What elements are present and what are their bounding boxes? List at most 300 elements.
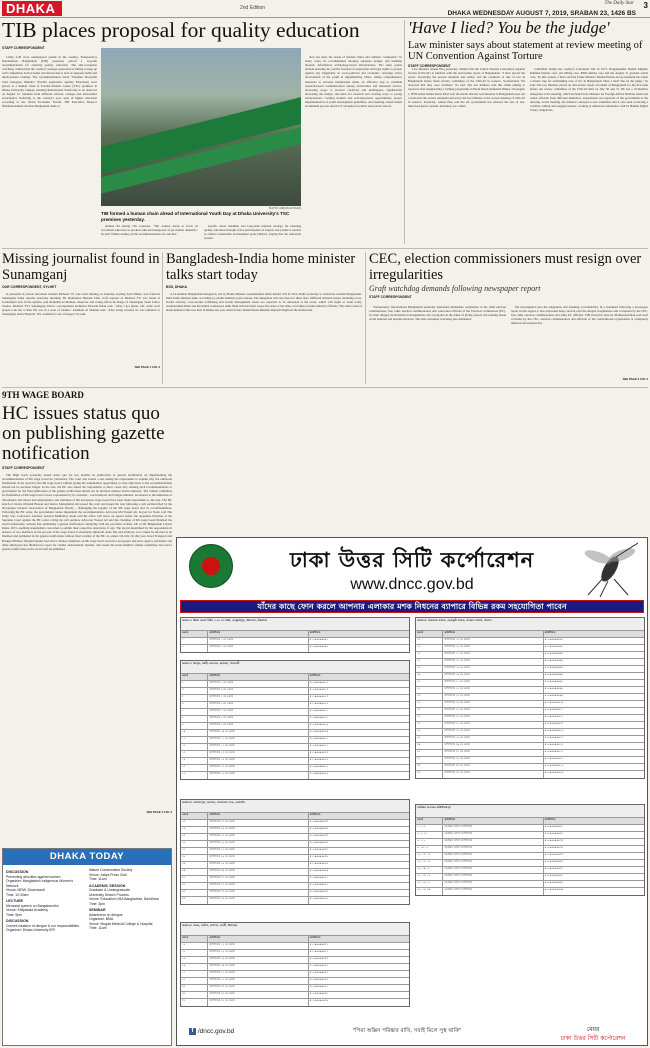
table-row: [416, 680, 644, 687]
councillor-name: কাউন্সিলর ৩০ নং ওয়ার্ড: [443, 743, 543, 749]
byline: STAFF CORRESPONDENT: [369, 295, 412, 299]
zone-description: অঞ্চল-৪: বাড্ডা, ভাটারা, গুলশান, বনানী, খিলক্ষেত: [181, 923, 409, 936]
col-name-header: কাউন্সিলর: [443, 818, 543, 824]
councillor-name: কাউন্সিলর ১৫ নং ওয়ার্ড: [208, 765, 308, 771]
table-row: [416, 722, 644, 729]
ward-number: ৩২: [181, 883, 208, 889]
councillor-name: কাউন্সিলর ১৮ নং ওয়ার্ড: [208, 950, 308, 956]
ward-table: [180, 617, 410, 653]
col-ward-header: ওয়ার্ড: [181, 674, 208, 680]
phone-number: ০১৭০০০০০০৩৩: [309, 820, 329, 823]
table-row: [181, 737, 409, 744]
councillor-name: কাউন্সিলর ১৬ নং ওয়ার্ড: [443, 645, 543, 651]
phone-number: ০১৮০০০০০০১২: [544, 715, 564, 718]
table-row: [181, 943, 409, 950]
story-law-minister: [408, 20, 648, 248]
councillor-name: সংরক্ষিত মহিলা কাউন্সিলর: [443, 846, 543, 852]
body-col-1: Transparency International Bangladesh yesterday demanded immediate resignation of the chief election commissioner, four other election commissioners and concerned officials of the Election Commission (EC), for their alleged involvement in irregularities and corruption in the name of giving speech and training ahead of the national and upazila elections. The anti-corruption watchdog also demanded: [369, 305, 506, 322]
body: The High Court yesterday issued status quo for two months on publication of gazette notification on implementing the recommendations of 9th wage board for journalists. The court also issued a rule asking the respondents to explain why the unilateral finalisation of the award by the 9th wage board without giving the stakeholders opportunity to raise objections to the recommendations should not be declared illegal. In the rule, the HC also asked the respondents to show cause why sending such recommendations to government for the final publication of the gazette notification should not be declared without lawful authority. The cabinet committee for finalisation of 9th wage board award, represented by its convener - road transport and bridges minister, secretaries to the ministries of information and labour and employment, and chairman of 9th newspaper wage board have been made respondents to the rule. The HC bench of Justice Obaidul Hassan and Justice Mohammad Ali passed the order and issued the rule following a writ petition filed by the Newspaper Owners' Association of Bangladesh (Noab) - challenging the legality of the 9th wage board and its recommendation. Following the HC order, the government cannot implement the recommendation, Advocate Md Yousuf Ali, lawyer for Noab, told The Daily Star. Contacted, Attorney General Mahbubey Alam said his office will move an appeal before the Appellate Division of the Supreme Court against the HC order. Citing the writ petition, Advocate Yousuf Ali said the chairman of 9th wage board finalised the award unilaterally, without first publishing a gazette notification complying with the provision of Rule 12b of the Bangladesh Labour Rules, 2015, enabling stakeholders concerned to submit their respective objections, if any. The award determined by the respondents in absence of two members in the process of the wage board is absolutely unilateral, mala fide and arbitrary, so it cannot be allowed to be finalised and published in the gazette notification without final scrutiny of the HC, he added. On July 29, this year, Road Transport and Bridges Minister Obaidul Quader had said a cabinet committee on 9th wage board award for newspaper and news agency journalists and other employees has finalised its report for cabinet endorsement. Quader, who heads the seven-member cabinet committee, had said a gazette notification on the award will be published: [2, 473, 172, 551]
councillor-name: কাউন্সিলর ৭ নং ওয়ার্ড: [208, 709, 308, 715]
ward-number: ৩১: [181, 876, 208, 882]
councillor-name: কাউন্সিলর ২৫ নং ওয়ার্ড: [443, 708, 543, 714]
col-name-header: কাউন্সিলর: [443, 631, 543, 637]
phone-number: ০১৭০০০০০০৫৯: [309, 999, 329, 1002]
table-row: [181, 848, 409, 855]
councillor-name: কাউন্সিলর ৫ নং ওয়ার্ড: [208, 695, 308, 701]
table-row: [181, 978, 409, 985]
phone-number: ০১৮০০০০০০২০: [544, 771, 564, 774]
phone-number: ০১৮০০০০০০১৪: [544, 729, 564, 732]
subhead: Graft watchdog demands following newspaper report: [369, 284, 541, 293]
ward-number: ১, ২, ৩: [416, 825, 443, 831]
event-detail: Time: 11am: [89, 926, 107, 930]
event-type: ACADEMIC SESSION: [89, 883, 126, 888]
table-row: [181, 709, 409, 716]
councillor-name: কাউন্সিলর ৩৪ নং ওয়ার্ড: [443, 771, 543, 778]
event-detail: Venue: Mugda Medical College & Hospital: [89, 921, 153, 926]
phone-number: ০১৮০০০০০০০৫: [544, 666, 564, 669]
col-phone-header: কাউন্সিলর: [309, 813, 321, 816]
headline: Bangladesh-India home minister talks start today: [166, 251, 356, 283]
table-row: [181, 883, 409, 890]
ward-number: ২: [181, 681, 208, 687]
phone-number: ০১৭০০০০০০১২: [309, 681, 329, 684]
ward-number: ৩৬: [181, 992, 208, 998]
table-row: [416, 743, 644, 750]
phone-number: ০১৭০০০০০০২১: [309, 737, 329, 740]
story-tib: [2, 20, 402, 248]
phone-number: ০১৮০০০০০০৩৮: [544, 874, 564, 877]
phone-number: ০১৭০০০০০০২৫: [309, 765, 329, 768]
phone-number: ০১৭০০০০০০৩৫: [309, 834, 329, 837]
event-detail: Venue: Shilpakala Academy: [6, 908, 49, 912]
councillor-name: কাউন্সিলর ১৭ নং ওয়ার্ড: [443, 652, 543, 658]
ward-number: ২৯: [181, 862, 208, 868]
table-row: [416, 736, 644, 743]
body-col-4: specific short, medium, and long-term national strategy for ensuring quality education through active participation of experts and youths is needed to achieve sustainable development goals (SDGs). Saying that the education system: [204, 224, 301, 241]
phone-number: ০১৭০০০০০০২৩: [309, 751, 329, 754]
table-header-row: [416, 818, 644, 825]
headline: Missing journalist found in Sunamganj: [2, 251, 160, 283]
ward-number: ৪, ৫, ১৫: [416, 832, 443, 838]
table-row: [416, 874, 644, 881]
ward-number: ২২: [181, 978, 208, 984]
story-home-minister-talks: [166, 252, 362, 386]
ward-number: ২৫: [181, 834, 208, 840]
table-row: [416, 888, 644, 895]
event-type: DISCUSSION: [6, 870, 29, 874]
councillor-name: কাউন্সিলর ১৫ নং ওয়ার্ড: [443, 638, 543, 644]
table-row: [181, 869, 409, 876]
facebook-handle: /dncc.gov.bd: [197, 1028, 235, 1036]
councillor-name: কাউন্সিলর ১৪ নং ওয়ার্ড: [208, 758, 308, 764]
column-rule: [404, 20, 405, 244]
zone-description: অঞ্চল-১: উত্তরা মডেল টাউন ১-১৪ নং সেক্টর, আব্দুল্লাহপুর, দক্ষিণখান, উত্তরখান: [181, 618, 409, 631]
ward-number: ২৮: [416, 729, 443, 735]
councillor-name: কাউন্সিলর ৩২ নং ওয়ার্ড: [208, 883, 308, 889]
photo-credit: PHOTO: AMRAN HOSSAIN: [268, 207, 301, 210]
ward-number: ২৮: [181, 855, 208, 861]
mayor-organisation: ঢাকা উত্তর সিটি কর্পোরেশন: [560, 1035, 626, 1042]
phone-number: ০১৭০০০০০০৩৯: [309, 862, 329, 865]
table-row: [181, 688, 409, 695]
event-detail: Memorial speech on Bangabandhu: [6, 903, 59, 908]
councillor-name: সংরক্ষিত মহিলা কাউন্সিলর: [443, 881, 543, 887]
phone-number: ০১৮০০০০০০০১: [544, 638, 564, 641]
ward-number: ৩৩: [416, 764, 443, 770]
mosquito-icon: [578, 541, 642, 597]
ward-number: ১৫: [416, 638, 443, 644]
councillor-name: কাউন্সিলর ৯ নং ওয়ার্ড: [208, 723, 308, 729]
section-rule: [2, 248, 648, 249]
event-detail: Nature Conservation Society: [89, 868, 133, 872]
phone-number: ০১৮০০০০০০০২: [544, 645, 564, 648]
ward-number: ৭: [181, 709, 208, 715]
ward-number: ১৭: [181, 943, 208, 949]
column-rule: [162, 252, 163, 384]
phone-number: ০১৭০০০০০০৪১: [309, 876, 329, 879]
zone-description: অঞ্চল-৩: মোহাম্মদপুর, আদাবর, শেরেবাংলা নগর, তেজগাঁও: [181, 800, 409, 813]
zone-description: সংরক্ষিত আসনের কাউন্সিলরবৃন্দ: [416, 805, 644, 818]
table-row: [181, 985, 409, 992]
phone-number: ০১৭০০০০০০৫৭: [309, 985, 329, 988]
councillor-name: কাউন্সিলর ১০ নং ওয়ার্ড: [208, 730, 308, 736]
table-header-row: [181, 674, 409, 681]
table-row: [181, 841, 409, 848]
councillor-name: কাউন্সিলর ২৭ নং ওয়ার্ড: [443, 722, 543, 728]
phone-number: ০১৮০০০০০০১৬: [544, 743, 564, 746]
col-ward-header: ওয়ার্ড: [181, 631, 208, 637]
councillor-name: সংরক্ষিত মহিলা কাউন্সিলর: [443, 888, 543, 895]
councillor-name: কাউন্সিলর ১৩ নং ওয়ার্ড: [208, 751, 308, 757]
councillor-name: কাউন্সিলর ২৪ নং ওয়ার্ড: [208, 827, 308, 833]
dhaka-today-title: DHAKA TODAY: [3, 849, 171, 865]
table-row: [181, 772, 409, 779]
table-row: [181, 862, 409, 869]
phone-number: ০১৭০০০০০০২৪: [309, 758, 329, 761]
headline: HC issues status quo on publishing gazette notification: [2, 403, 165, 464]
phone-number: ০১৮০০০০০০০৭: [544, 680, 564, 683]
event-detail: Organiser: Dhaka University IER: [6, 928, 55, 932]
phone-number: ০১৭০০০০০০৫৪: [309, 964, 329, 967]
table-row: [181, 964, 409, 971]
event-detail: Time: 5pm: [6, 912, 22, 917]
table-row: [416, 708, 644, 715]
story-missing-journalist: [2, 252, 160, 386]
ward-number: ১৮: [181, 950, 208, 956]
page-number: 3: [643, 1, 648, 10]
phone-number: ০১৭০০০০০০৪৪: [309, 897, 329, 900]
col-ward-header: ওয়ার্ড: [181, 813, 208, 819]
table-row: [181, 751, 409, 758]
phone-number: ০১৮০০০০০০১৯: [544, 764, 564, 767]
facebook-link[interactable]: [189, 1028, 234, 1035]
body: A journalist of private television channel Mohona TV, who went missing on Saturday evening from Dhaka, was found in Sunamganj Sadar upazila yesterday morning. He mentioned Hussain Jahir, staff reporter of Mohona TV, was found at Gobindapur area in the upazila, said Abdullah Al Mamun, inspector and acting officer-in-charge of Sunamganj Sadar Police Station. Mohona TV's Sunamganj district correspondent Kohinoor Hossain Khan said: "After I got phone call, some local people took me to him. He was in a state of trauma." Abdullah Al Mamun said, "After being rescued, he was admitted to Sunamganj Sadar Hospital. The condition is out of danger," he said.: [2, 292, 160, 317]
councillor-name: সংরক্ষিত মহিলা কাউন্সিলর: [443, 839, 543, 845]
table-row: [416, 645, 644, 652]
table-row: [416, 881, 644, 888]
phone-number: ০১৮০০০০০০১০: [544, 701, 564, 704]
body-col-2: committed during the country's Liberation War in 1971, Bangabandhu Sheikh Mujibur Rahman murder case, jail killing case, BDR mutiny case and the August 21 grenade attack case. "In this context, I have said the Prime Minister Sheikh Hasina-led government has taken a drastic step for establishing rule of law in Bangladesh. Have I lied? You be the judge," he said. The law minister placed an anti-torture report on behalf of Bangladesh for the first time before the review committee of the UNCAT held on July 30 and 31. He led a 19-member delegation at the meeting, which included State Minister for Foreign Affairs Shahriar Alam and senior officials from different ministries, departments and agencies of the government at the meeting. At the meeting, the minister conveyed to the committee that it can count on having a credible, willing and engaged partner, working at enhanced compliance with its Human Rights Treaty obligations.: [530, 67, 648, 112]
event-detail: Organiser: BMA: [89, 917, 114, 921]
councillor-name: কাউন্সিলর ৩৪ নং ওয়ার্ড: [208, 897, 308, 904]
phone-number: ০১৮০০০০০০০৩: [544, 652, 564, 655]
byline: STAFF CORRESPONDENT: [2, 45, 45, 50]
councillor-name: সংরক্ষিত মহিলা কাউন্সিলর: [443, 874, 543, 880]
ward-number: ১৯: [181, 957, 208, 963]
col-phone-header: কাউন্সিলর: [309, 936, 321, 939]
table-row: [416, 750, 644, 757]
councillor-name: কাউন্সিলর ২৮ নং ওয়ার্ড: [443, 729, 543, 735]
councillor-name: কাউন্সিলর ৩১ নং ওয়ার্ড: [208, 876, 308, 882]
col-phone-header: কাউন্সিলর: [309, 674, 321, 677]
table-row: [416, 860, 644, 867]
ward-number: ২: [181, 645, 208, 652]
table-row: [181, 765, 409, 772]
body-col-2: does not meet the needs of modern times and remains "outmoded." In many cases, he recommended allotting adequate budget, and building modern, information technology-based infrastructure. The other points include ensuring the youth's freedom of expression and legal rights to protest against any irregularity in socio-political and economic, ensuring active involvement of the youth in implementing SDGs, taking comprehensive measures to increase institutional skills, an effective step to establish research-based communication among universities and industrial sectors, increasing scope to practice creativity and intelligence, significantly increasing the budget allocation for research and creating ways to young entrepreneurs, creating modern and self-expression opportunities, proper implementation of youth development guidelines, and ensuring a merit-based recruitment process devoid of corruption in public and private sectors.: [305, 55, 402, 109]
headline: 'Have I lied? You be the judge': [408, 18, 610, 37]
councillor-name: কাউন্সিলর ২৩ নং ওয়ার্ড: [208, 820, 308, 826]
col-phone-header: কাউন্সিলর: [544, 631, 556, 634]
phone-number: ০১৮০০০০০০৩৯: [544, 881, 564, 884]
ward-number: ১৩: [181, 751, 208, 757]
table-row: [416, 867, 644, 874]
table-header-row: [181, 813, 409, 820]
phone-number: ০১৭০০০০০০৫৫: [309, 971, 329, 974]
councillor-name: কাউন্সিলর ২১ নং ওয়ার্ড: [443, 680, 543, 686]
councillor-name: কাউন্সিলর ২৪ নং ওয়ার্ড: [443, 701, 543, 707]
phone-number: ০১৭০০০০০০৫৬: [309, 978, 329, 981]
councillor-name: কাউন্সিলর ৩৬ নং ওয়ার্ড: [208, 992, 308, 998]
table-row: [416, 771, 644, 778]
councillor-name: সংরক্ষিত মহিলা কাউন্সিলর: [443, 860, 543, 866]
ward-number: ৫: [181, 695, 208, 701]
event-detail: Time: 3pm: [89, 901, 105, 906]
phone-number: ০১৭০০০০০০৩৭: [309, 848, 329, 851]
phone-number: ০১৭০০০০০০৩৪: [309, 827, 329, 830]
phone-number: ০১৮০০০০০০০৪: [544, 659, 564, 662]
table-row: [181, 950, 409, 957]
ward-number: ১৫: [181, 765, 208, 771]
councillor-name: কাউন্সিলর ২৬ নং ওয়ার্ড: [208, 841, 308, 847]
event-detail: University Search Process: [89, 892, 129, 897]
councillor-name: কাউন্সিলর ৩৩ নং ওয়ার্ড: [208, 890, 308, 896]
event-detail: Time: 10:30am: [6, 892, 29, 897]
phone-number: ০১৮০০০০০০১৫: [544, 736, 564, 739]
byline: BSS, DHAKA: [166, 285, 188, 289]
body-col-2: fair investigation into the allegations and ensuring accountability. In a statement following a newspaper report in this regard, it also expressed deep concern over the alleged irregularities and corruption by the CEC, four other election commissioners and other EC officials. TIB executive director Iftekharuzzaman said such activities by the CEC, election commissioners and officials of the constitutional organisation is completely immoral and unexpected.: [511, 305, 648, 326]
event-detail: Organiser: Bangladesh Indigenous Women's Network: [6, 879, 74, 888]
ad-footer: [177, 1023, 647, 1045]
ward-number: ১৮: [416, 659, 443, 665]
phone-number: ০১৮০০০০০০১৮: [544, 757, 564, 760]
col-name-header: কাউন্সিলর: [208, 813, 308, 819]
ward-number: ২৯: [416, 736, 443, 742]
phone-number: ০১৭০০০০০০৩৬: [309, 841, 329, 844]
brand-name: The Daily Star: [604, 1, 634, 6]
kicker: 9TH WAGE BOARD: [2, 390, 84, 400]
table-row: [181, 992, 409, 999]
phone-number: ০১৭০০০০০০২২: [309, 744, 329, 747]
councillor-name: কাউন্সিলর ২ নং ওয়ার্ড: [208, 645, 308, 652]
phone-number: ০১৮০০০০০০৩১: [544, 825, 564, 828]
table-row: [416, 701, 644, 708]
table-row: [416, 764, 644, 771]
ward-number: ৩৪: [416, 771, 443, 778]
table-row: [181, 695, 409, 702]
phone-number: ০১৭০০০০০০১৩: [309, 688, 329, 691]
councillor-name: কাউন্সিলর ৬ নং ওয়ার্ড: [208, 702, 308, 708]
event-type: SEMINAR: [89, 908, 106, 912]
councillor-name: সংরক্ষিত মহিলা কাউন্সিলর: [443, 825, 543, 831]
phone-number: ০১৭০০০০০০০২: [309, 645, 329, 648]
table-row: [181, 716, 409, 723]
col-name-header: কাউন্সিলর: [208, 936, 308, 942]
ward-number: ১৪: [181, 758, 208, 764]
ward-number: ২৭: [181, 848, 208, 854]
phone-number: ০১৮০০০০০০৩৩: [544, 839, 564, 842]
councillor-name: কাউন্সিলর ৩৩ নং ওয়ার্ড: [443, 764, 543, 770]
table-row: [416, 832, 644, 839]
table-header-row: [416, 631, 644, 638]
councillor-name: কাউন্সিলর ২৭ নং ওয়ার্ড: [208, 848, 308, 854]
event-detail: Venue: MRW, Dhanmondi: [6, 888, 45, 892]
col-phone-header: কাউন্সিলর: [309, 631, 321, 634]
byline: STAFF CORRESPONDENT: [2, 466, 45, 470]
table-row: [416, 846, 644, 853]
councillor-name: কাউন্সিলর ১৮ নং ওয়ার্ড: [443, 659, 543, 665]
councillor-name: কাউন্সিলর ১৯ নং ওয়ার্ড: [443, 666, 543, 672]
table-row: [416, 757, 644, 764]
story-wage-board: [2, 391, 172, 843]
table-row: [181, 971, 409, 978]
column-rule: [365, 252, 366, 384]
table-header-row: [181, 936, 409, 943]
table-row: [181, 999, 409, 1006]
councillor-name: কাউন্সিলর ২৬ নং ওয়ার্ড: [443, 715, 543, 721]
councillor-name: কাউন্সিলর ২১ নং ওয়ার্ড: [208, 971, 308, 977]
section-rule: [2, 387, 648, 388]
ward-number: ১২: [181, 744, 208, 750]
councillor-name: কাউন্সিলর ২৮ নং ওয়ার্ড: [208, 855, 308, 861]
councillor-name: কাউন্সিলর ১৭ নং ওয়ার্ড: [208, 943, 308, 949]
headline: TIB places proposal for quality education: [2, 18, 360, 42]
table-row: [181, 730, 409, 737]
table-row: [181, 855, 409, 862]
table-row: [181, 876, 409, 883]
councillor-name: কাউন্সিলর ৩৭ নং ওয়ার্ড: [208, 999, 308, 1006]
phone-number: ০১৮০০০০০০৩৬: [544, 860, 564, 863]
event-type: LECTURE: [6, 899, 23, 903]
ward-number: ৩৪: [181, 897, 208, 904]
subhead: Law minister says about statement at review meeting of UN Convention Against Torture: [408, 39, 643, 62]
col-name-header: কাউন্সিলর: [208, 631, 308, 637]
councillor-name: কাউন্সিলর ২২ নং ওয়ার্ড: [208, 978, 308, 984]
event-type: DISCUSSION: [6, 919, 29, 923]
ward-number: ৩০: [416, 743, 443, 749]
ward-number: ১৯: [416, 666, 443, 672]
table-row: [416, 666, 644, 673]
ward-number: ৯, ১০, ১১: [416, 846, 443, 852]
ward-table: [415, 804, 645, 896]
table-row: [416, 825, 644, 832]
ward-number: ২৫: [416, 708, 443, 714]
phone-number: ০১৭০০০০০০৫২: [309, 950, 329, 953]
ward-number: ১৬, ১৭, ১৮: [416, 860, 443, 866]
ward-number: ৬: [181, 702, 208, 708]
councillor-name: সংরক্ষিত মহিলা কাউন্সিলর: [443, 853, 543, 859]
table-row: [416, 853, 644, 860]
table-row: [181, 890, 409, 897]
phone-number: ০১৭০০০০০০১৮: [309, 716, 329, 719]
councillor-name: কাউন্সিলর ৩২ নং ওয়ার্ড: [443, 757, 543, 763]
ad-strip: যাঁদের কাছে ফোন করলে আপনার এলাকার মশক নিধনের ব্যাপারে বিভিন্ন রকম সহযোগিতা পাবেন: [180, 600, 644, 613]
phone-number: ০১৮০০০০০০১১: [544, 708, 564, 711]
ward-number: ২৬: [181, 841, 208, 847]
phone-number: ০১৮০০০০০০০৯: [544, 694, 564, 697]
table-row: [181, 681, 409, 688]
photo-caption: TIB formed a human chain ahead of International Youth Day at Dhaka University's TSC premises yesterday.: [101, 211, 290, 222]
table-row: [181, 645, 409, 652]
councillor-name: কাউন্সিলর ১২ নং ওয়ার্ড: [208, 744, 308, 750]
event-detail: Venue: Education USA Bangladesh, Baridhara: [89, 897, 159, 901]
ward-number: ২৩: [416, 694, 443, 700]
table-row: [416, 715, 644, 722]
dateline: DHAKA WEDNESDAY AUGUST 7, 2019, SRABAN 23, 1426 BS: [447, 10, 636, 17]
ad-url: www.dncc.gov.bd: [350, 576, 474, 593]
ward-number: ২১: [416, 680, 443, 686]
ward-number: ৩৭: [181, 999, 208, 1006]
ward-number: ১৬: [416, 645, 443, 651]
table-row: [416, 729, 644, 736]
ward-table: [180, 922, 410, 1007]
councillor-name: কাউন্সিলর ১১ নং ওয়ার্ড: [208, 737, 308, 743]
dhaka-today-left: [6, 868, 85, 933]
councillor-name: কাউন্সিলর ১৬ নং ওয়ার্ড: [208, 772, 308, 779]
councillor-name: কাউন্সিলর ৩৫ নং ওয়ার্ড: [208, 985, 308, 991]
col-phone-header: কাউন্সিলর: [544, 818, 556, 821]
ward-number: ১: [181, 638, 208, 644]
ward-number: ২৮, ২৯, ৩০: [416, 888, 443, 895]
table-header-row: [181, 631, 409, 638]
jump-line: SEE PAGE 4 COL 3: [134, 365, 160, 369]
table-row: [181, 744, 409, 751]
councillor-name: কাউন্সিলর ১৯ নং ওয়ার্ড: [208, 957, 308, 963]
councillor-name: কাউন্সিলর ২৯ নং ওয়ার্ড: [208, 862, 308, 868]
section-logo: DHAKA: [2, 1, 62, 16]
ward-number: ২৪: [181, 827, 208, 833]
phone-number: ০১৭০০০০০০৪০: [309, 869, 329, 872]
ward-number: ৩৫: [181, 985, 208, 991]
phone-number: ০১৭০০০০০০২৬: [309, 772, 329, 775]
councillor-name: সংরক্ষিত মহিলা কাউন্সিলর: [443, 832, 543, 838]
col-ward-header: ওয়ার্ড: [416, 818, 443, 824]
ward-number: ২৪: [416, 701, 443, 707]
councillor-name: কাউন্সিলর ৮ নং ওয়ার্ড: [208, 716, 308, 722]
phone-number: ০১৭০০০০০০০১: [309, 638, 329, 641]
dhaka-today-box: [2, 848, 172, 1046]
table-row: [181, 834, 409, 841]
story-cec-resign: [369, 252, 648, 386]
ward-number: ৩: [181, 688, 208, 694]
table-row: [181, 957, 409, 964]
phone-number: ০১৭০০০০০০৫৩: [309, 957, 329, 960]
ward-number: ১৬: [181, 772, 208, 779]
col-ward-header: ওয়ার্ড: [416, 631, 443, 637]
col-ward-header: ওয়ার্ড: [181, 936, 208, 942]
jump-line: SEE PAGE 2 COL 2: [622, 377, 648, 381]
phone-number: ০১৮০০০০০০০৮: [544, 687, 564, 690]
